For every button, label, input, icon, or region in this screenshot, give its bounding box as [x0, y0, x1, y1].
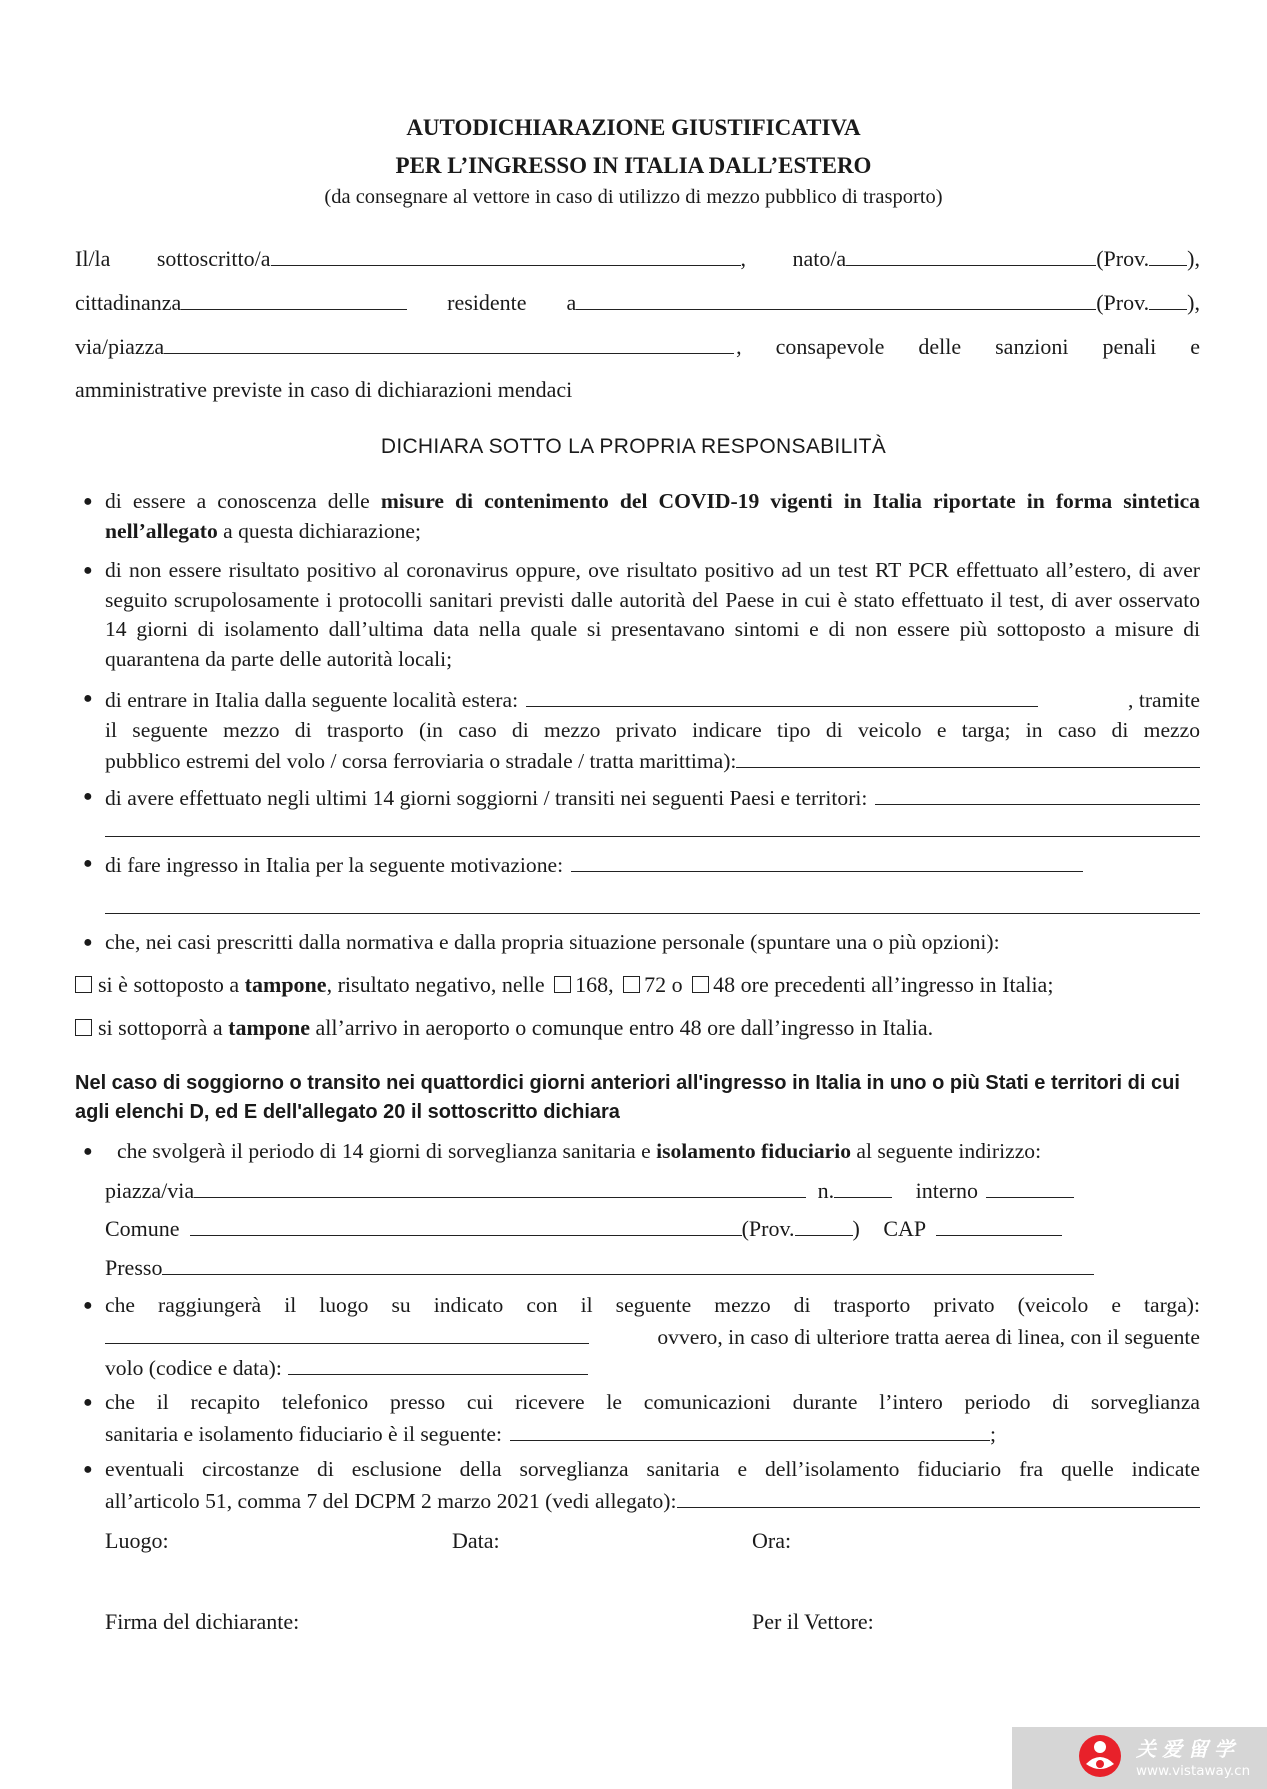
il-la-label: Il/la: [75, 246, 111, 271]
citizenship-field[interactable]: [181, 287, 407, 310]
declaration-heading: DICHIARA SOTTO LA PROPRIA RESPONSABILITÀ: [380, 435, 887, 458]
vettore-label: Per il Vettore:: [752, 1609, 874, 1634]
o1-168-text: 168,: [575, 972, 614, 997]
isolation-presso-row: [105, 1252, 1094, 1283]
bullet-entry-location: [75, 684, 1200, 777]
s1-b-text: al seguente indirizzo:: [851, 1139, 1042, 1163]
form-title-line1: AUTODICHIARAZIONE GIUSTIFICATIVA: [406, 115, 861, 140]
vistaway-logo-icon: [1078, 1734, 1122, 1778]
exclusions-field[interactable]: [677, 1485, 1201, 1508]
b4-text: di avere effettuato negli ultimi 14 giorni soggiorni / transiti nei seguenti Paesi e territori:: [105, 786, 868, 810]
isolation-street-field[interactable]: [194, 1175, 806, 1198]
b1-post-text: a questa dichiarazione;: [217, 518, 421, 543]
house-number-field[interactable]: [834, 1175, 892, 1198]
b3-a-text: di entrare in Italia dalla seguente località estera:: [105, 688, 519, 712]
presso-field[interactable]: [162, 1252, 1094, 1275]
test-done-checkbox[interactable]: [75, 976, 92, 993]
s4-b-text: all’articolo 51, comma 7 del DCPM 2 marzo 2021 (vedi allegato):: [105, 1488, 677, 1513]
b2-text: di non essere risultato positivo al coronavirus oppure, ove risultato positivo ad un test RT PCR effettuato all’estero, di aver seguito scrupolosamente i protocolli sanitari previsti dalle autorità del Paese in cui è stato effettuato il test, di aver osservato 14 giorni di isolamento dall’ultima data nella quale si presentavano sintomi e di non essere più sottoposto a misure di quarantena da parte delle autorità locali;: [105, 558, 1200, 671]
o1-72-text: 72 o: [644, 972, 683, 997]
residente-label: residente: [447, 290, 527, 315]
bullet-private-transport: [75, 1291, 1200, 1384]
comune-field[interactable]: [190, 1213, 742, 1236]
b1-bold-text: misure di contenimento del COVID-19 vigenti in Italia riportate in forma sintetica nell’allegato: [105, 489, 1200, 543]
vehicle-field[interactable]: [105, 1321, 589, 1344]
o1-a-text: si è sottoposto a: [98, 972, 245, 997]
prov-close-text-2: ),: [1187, 290, 1200, 315]
watermark-url: www.vistaway.cn: [1136, 1763, 1251, 1779]
flight-field[interactable]: [288, 1352, 588, 1375]
piazza-via-label: piazza/via: [105, 1178, 195, 1203]
bullet-dot: ●: [83, 788, 93, 805]
bullet-transits: [75, 782, 1200, 814]
hours-48-checkbox[interactable]: [692, 976, 709, 993]
isolation-street-row: [105, 1175, 1074, 1206]
form-subtitle: (da consegnare al vettore in caso di utilizzo di mezzo pubblico di trasporto): [324, 186, 943, 208]
residence-field[interactable]: [576, 287, 1096, 310]
s3-end-text: ;: [989, 1421, 996, 1446]
cittadinanza-label: cittadinanza: [75, 290, 182, 315]
prov-close-text-3: ): [852, 1216, 860, 1241]
o1-48-text: 48 ore precedenti all’ingresso in Italia;: [713, 972, 1054, 997]
bullet-not-positive: [75, 556, 1200, 674]
prov-label-2: (Prov.: [1096, 290, 1150, 315]
s1-a-text: che svolgerà il periodo di 14 giorni di sorveglianza sanitaria e: [117, 1139, 657, 1163]
sottoscritto-label: sottoscritto/a: [156, 246, 271, 271]
comune-label: Comune: [105, 1216, 180, 1241]
bullet-test-options: [75, 928, 1200, 958]
hours-72-checkbox[interactable]: [623, 976, 640, 993]
amministrative-text: amministrative previste in caso di dichiarazioni mendaci: [75, 377, 573, 402]
bullet-dot: ●: [83, 1461, 93, 1478]
s2-b-text: ovvero, in caso di ulteriore tratta aerea di linea, con il seguente: [657, 1324, 1200, 1349]
via-piazza-label: via/piazza: [75, 334, 165, 359]
transport-field[interactable]: [736, 745, 1200, 768]
bullet-motivation: [75, 849, 1200, 881]
identity-row-2: [75, 287, 1200, 318]
watermark-name: 关爱留学: [1136, 1737, 1240, 1761]
s1-bold-text: isolamento fiduciario: [656, 1139, 852, 1163]
comma-text: ,: [740, 246, 747, 271]
isolation-city-row: [105, 1213, 1062, 1244]
bullet-exclusions: [75, 1455, 1200, 1516]
transits-field-line2[interactable]: [105, 836, 1200, 837]
a-label: a: [566, 290, 577, 315]
bullet-covid-measures: [75, 487, 1200, 546]
luogo-label: Luogo:: [105, 1528, 169, 1553]
watermark: [1012, 1727, 1267, 1789]
n-label: n.: [817, 1178, 835, 1203]
bullet-dot: ●: [83, 493, 93, 510]
birth-prov-field[interactable]: [1149, 243, 1187, 266]
b3-b-text: , tramite: [1128, 688, 1200, 712]
nato-label: nato/a: [792, 246, 847, 271]
interno-label: interno: [915, 1178, 978, 1203]
name-field[interactable]: [271, 243, 741, 266]
identity-row-1: [75, 243, 1200, 274]
bullet-dot: ●: [83, 562, 93, 579]
prov-close-text: ),: [1187, 246, 1200, 271]
interno-field[interactable]: [986, 1175, 1074, 1198]
o2-b-text: all’arrivo in aeroporto o comunque entro 48 ore dall’ingresso in Italia.: [310, 1015, 934, 1040]
option-test-on-arrival: [75, 1013, 933, 1043]
consapevole-text: , consapevole delle sanzioni penali e: [736, 334, 1200, 359]
b6-text: che, nei casi prescritti dalla normativa e dalla propria situazione personale (spuntare una o più opzioni):: [105, 930, 1000, 954]
b3-c-text: il seguente mezzo di trasporto (in caso di mezzo privato indicare tipo di veicolo e targa; in caso di mezzo: [105, 717, 1200, 742]
b3-d-text: pubblico estremi del volo / corsa ferroviaria o stradale / tratta marittima):: [105, 749, 737, 773]
foreign-location-field[interactable]: [526, 684, 1038, 707]
motivation-field[interactable]: [571, 849, 1083, 872]
b1-pre-text: di essere a conoscenza delle: [105, 489, 381, 513]
phone-field[interactable]: [510, 1418, 990, 1441]
ora-label: Ora:: [752, 1528, 792, 1553]
motivation-field-line2[interactable]: [105, 913, 1200, 914]
o2-bold-text: tampone: [228, 1015, 311, 1040]
firma-label: Firma del dichiarante:: [105, 1609, 300, 1634]
bullet-dot: ●: [83, 1297, 93, 1314]
o2-a-text: si sottoporrà a: [98, 1015, 229, 1040]
o1-bold-text: tampone: [244, 972, 327, 997]
option-test-done: [75, 970, 1053, 1000]
transits-field[interactable]: [875, 782, 1200, 805]
b5-text: di fare ingresso in Italia per la seguente motivazione:: [105, 853, 564, 877]
bullet-phone: [75, 1388, 1200, 1449]
bullet-dot: ●: [83, 934, 93, 951]
identity-row-3: [75, 331, 1200, 362]
residence-prov-field[interactable]: [1149, 287, 1187, 310]
s3-b-text: sanitaria e isolamento fiduciario è il seguente:: [105, 1421, 502, 1446]
prov-label-3: (Prov.: [741, 1216, 795, 1241]
form-title-line2: PER L’INGRESSO IN ITALIA DALL’ESTERO: [395, 153, 872, 178]
s3-a-text: che il recapito telefonico presso cui ricevere le comunicazioni durante l’intero periodo di sorveglianza: [105, 1390, 1200, 1414]
hours-168-checkbox[interactable]: [554, 976, 571, 993]
cap-field[interactable]: [936, 1213, 1062, 1236]
transit-paragraph: Nel caso di soggiorno o transito nei quattordici giorni anteriori all'ingresso in Italia in uno o più Stati e territori di cui agli elenchi D, ed E dell'allegato 20 il sottoscritto dichiara: [75, 1072, 1180, 1123]
data-label: Data:: [452, 1528, 500, 1553]
bullet-dot: ●: [83, 690, 93, 707]
prov-label: (Prov.: [1096, 246, 1150, 271]
test-on-arrival-checkbox[interactable]: [75, 1019, 92, 1036]
isolation-prov-field[interactable]: [795, 1213, 853, 1236]
cap-label: CAP: [883, 1216, 927, 1241]
address-field[interactable]: [164, 331, 734, 354]
bullet-isolation-address: [75, 1137, 1200, 1167]
presso-label: Presso: [105, 1255, 163, 1280]
s2-a-text: che raggiungerà il luogo su indicato con il seguente mezzo di trasporto privato (veicolo e targa):: [105, 1293, 1200, 1317]
bullet-dot: ●: [83, 1143, 93, 1160]
s2-c-text: volo (codice e data):: [105, 1356, 282, 1380]
bullet-dot: ●: [83, 855, 93, 872]
birthplace-field[interactable]: [846, 243, 1096, 266]
s4-a-text: eventuali circostanze di esclusione della sorveglianza sanitaria e dell’isolamento fiduciario fra quelle indicate: [105, 1457, 1200, 1481]
o1-b-text: , risultato negativo, nelle: [326, 972, 545, 997]
bullet-dot: ●: [83, 1394, 93, 1411]
